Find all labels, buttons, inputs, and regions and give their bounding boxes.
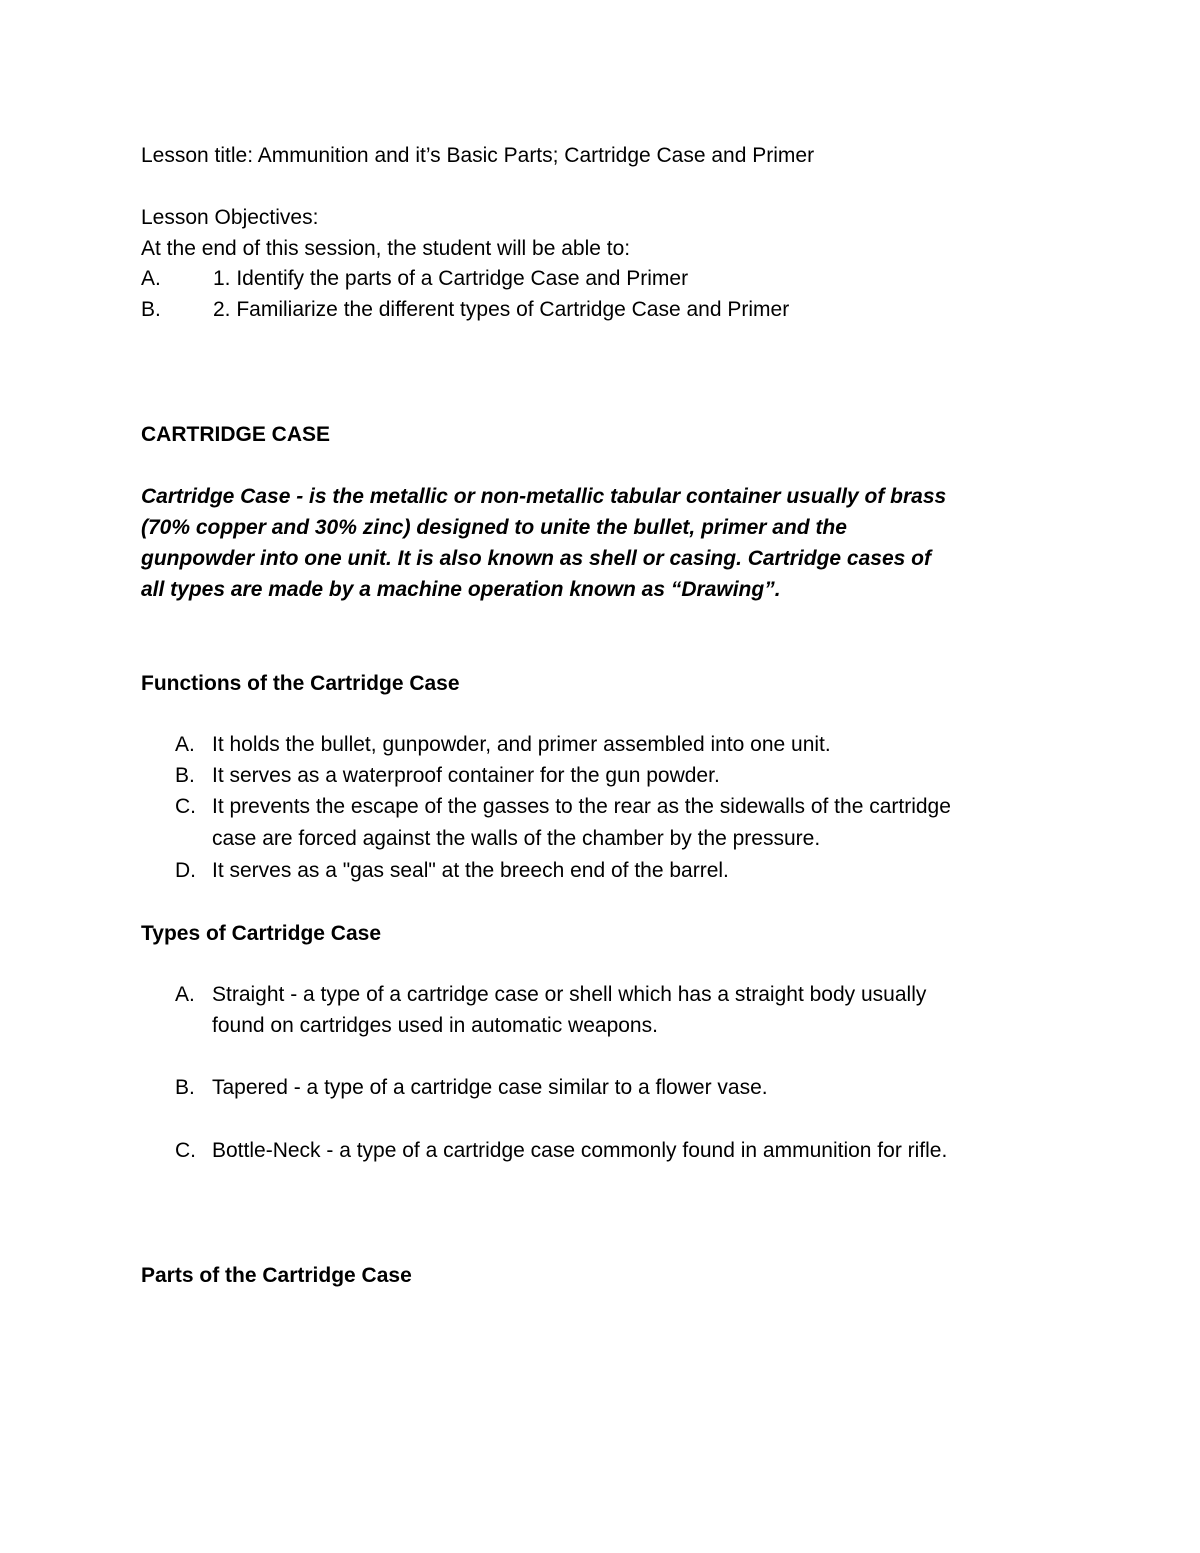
- definition-line: (70% copper and 30% zinc) designed to unite the bullet, primer and the: [141, 516, 847, 539]
- definition-line: all types are made by a machine operation known as “Drawing”.: [141, 578, 781, 601]
- list-item-text: It holds the bullet, gunpowder, and primer assembled into one unit.: [212, 733, 831, 756]
- objective-text: 2. Familiarize the different types of Cartridge Case and Primer: [213, 298, 790, 321]
- list-item-text: Tapered - a type of a cartridge case similar to a flower vase.: [212, 1076, 768, 1099]
- list-item-text: Straight - a type of a cartridge case or shell which has a straight body usually: [212, 983, 927, 1006]
- objectives-label: Lesson Objectives:: [141, 206, 319, 229]
- list-item-text: It serves as a waterproof container for the gun powder.: [212, 764, 720, 787]
- list-item-text: It prevents the escape of the gasses to the rear as the sidewalls of the cartridge: [212, 795, 951, 818]
- list-item-letter: C.: [175, 1139, 196, 1162]
- objective-letter: B.: [141, 298, 161, 321]
- list-item-text: case are forced against the walls of the chamber by the pressure.: [212, 827, 821, 850]
- functions-heading: Functions of the Cartridge Case: [141, 672, 460, 695]
- types-heading: Types of Cartridge Case: [141, 922, 382, 945]
- objective-text: 1. Identify the parts of a Cartridge Case and Primer: [213, 267, 689, 290]
- list-item-text: Bottle-Neck - a type of a cartridge case commonly found in ammunition for rifle.: [212, 1139, 948, 1162]
- list-item-letter: D.: [175, 859, 196, 882]
- cartridge-case-heading: CARTRIDGE CASE: [141, 423, 331, 446]
- parts-heading: Parts of the Cartridge Case: [141, 1264, 412, 1287]
- definition-line: gunpowder into one unit. It is also known as shell or casing. Cartridge cases of: [141, 547, 931, 570]
- list-item-text: found on cartridges used in automatic weapons.: [212, 1014, 658, 1037]
- list-item-text: It serves as a "gas seal" at the breech end of the barrel.: [212, 859, 729, 882]
- list-item-letter: B.: [175, 764, 195, 787]
- list-item-letter: B.: [175, 1076, 195, 1099]
- list-item-letter: C.: [175, 795, 196, 818]
- lesson-title: Lesson title: Ammunition and it’s Basic Parts; Cartridge Case and Primer: [141, 144, 815, 167]
- list-item-letter: A.: [175, 983, 195, 1006]
- objective-letter: A.: [141, 267, 161, 290]
- objectives-intro: At the end of this session, the student will be able to:: [141, 237, 631, 260]
- list-item-letter: A.: [175, 733, 195, 756]
- definition-line: Cartridge Case - is the metallic or non-metallic tabular container usually of brass: [141, 485, 947, 508]
